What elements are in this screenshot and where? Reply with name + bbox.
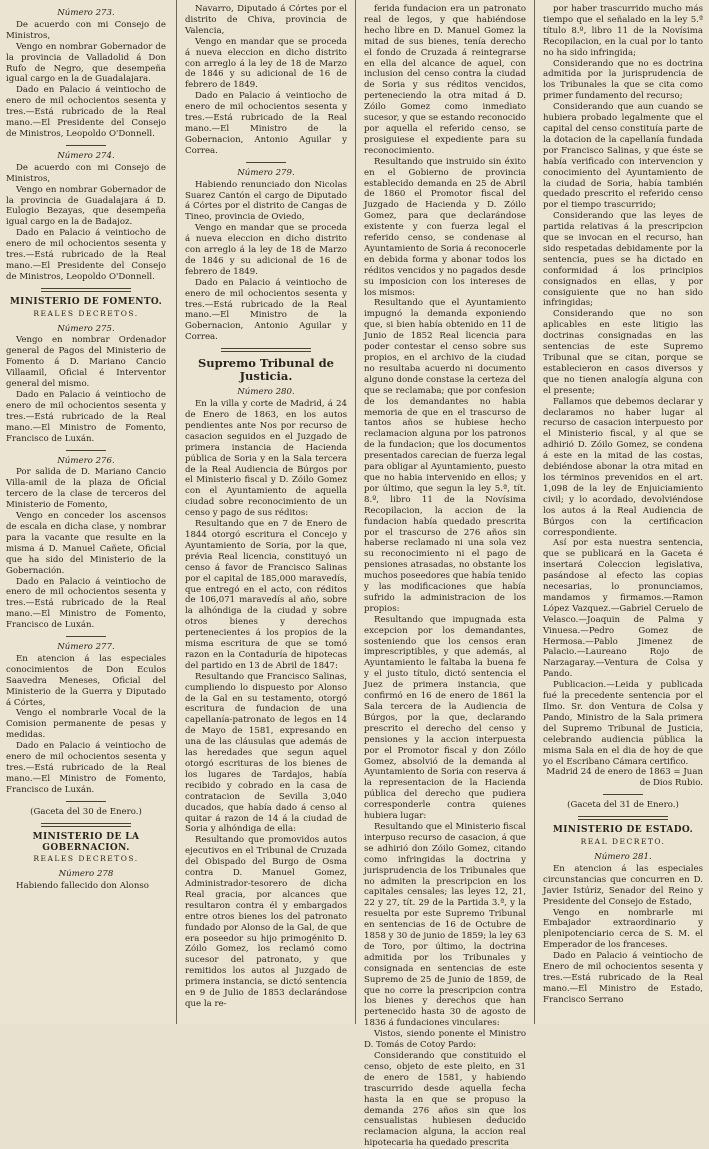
court-heading: Supremo Tribunal de Justicia. [197,356,335,384]
paragraph: Resultando que el Ministerio fiscal interpuso recurso de casacion, á que se adhirió don Zóilo Gomez, citando como infringidas la doctrina y jurisprudencia de los Tribunales que no admiten la prescripcion en los capitales censales; las leyes 12, 21, 22 y 27, tít. 29 de la Partida 3.ª, y la resuelta por este Supremo Tribunal en sentencias de 16 de Octubre de 1858 y 30 de junio de 1859; la ley 63 de Toro, por último, la doctrina admitida por los Tribunales y consignada en sentencias de este Supremo de 25 de Junio de 1859, de que no corre la prescripcion contra los bienes y derechos que han pertenecido hasta 30 de agosto de 1836 á fundaciones vinculares: [364,821,526,1029]
paragraph: Fallamos que debemos declarar y declaramos no haber lugar al recurso de casacion interpuesto por el Ministerio fiscal, y al que se adhirió D. Zóilo Gomez, se condena á este en la mitad de las costas, debiéndose abonar la otra mitad en los términos prevenidos en el art. 1,098 de la ley de Enjuiciamiento civil; y lo acordado, devolviéndose los autos á la Real Audiencia de Búrgos con la certificacion correspondiente. [543,396,703,538]
decree-number: Número 280. [237,387,295,398]
section-heading: MINISTERIO DE FOMENTO. [9,296,163,307]
column-rule [176,0,177,1024]
separator [66,450,106,451]
paragraph: Resultando que en 7 de Enero de 1844 otorgó escritura el Concejo y Ayuntamiento de Soria, por la que, prévia Real licencia, constituyó un censo á favor de Francisco Salinas por el capital de 185,000 maravedís, que entregó en el acto, con réditos de 106,071 maravedís al año, sobre la alhóndiga de la ciudad y sobre otros bienes y derechos pertenecientes á los propios de la misma escritura de que se tomó razon en la Contaduría de hipotecas del partido en 13 de Abril de 1847: [185,519,347,671]
decree-number: Número 277. [57,642,115,653]
paragraph: Dado en Palacio á veintiocho de Enero de mil ochocientos sesenta y tres.—Está rubricado de la Real mano.—El Ministro de Estado, Francisco Serrano [543,951,703,1005]
gazette-note: (Gaceta del 31 de Enero.) [567,800,679,811]
paragraph: Considerando que constituido el censo, objeto de este pleito, en 31 de enero de 1581, y habiendo trascurrido desde aquella fecha hasta la en que se propuso la demanda 276 años sin que los censualistas hubiesen deducido reclamacion alguna, la accion real hipotecaria ha quedado prescrita [364,1051,526,1149]
paragraph: por haber trascurrido mucho más tiempo que el señalado en la ley 5.ª título 8.º, libro 11 de la Novísima Recopilacion, en la cual por lo tanto no ha sido infringida; [543,4,703,58]
section-heading: MINISTERIO DE LA GOBERNACION. [32,831,140,853]
paragraph: Considerando que no es doctrina admitida por la jurisprudencia de los Tribunales la que se cita como primer fundamento del recurso; [543,58,703,102]
paragraph: Vistos, siendo ponente el Ministro D. Tomás de Cotoy Pardo: [364,1029,526,1051]
double-separator [41,288,131,292]
paragraph: Por salida de D. Mariano Cancio Villa-amil de la plaza de Oficial tercero de la clase de terceros del Ministerio de Fomento, [6,467,166,511]
paragraph: Habiendo fallecido don Alonso [16,881,149,892]
column-rule [355,0,356,1024]
column-4 [543,4,703,1020]
paragraph: Resultando que promovidos autos ejecutivos en el Tribunal de Cruzada del Obispado del Burgo de Osma contra D. Manuel Gomez, Administrador-tesorero de dicha Real gracia, por alcances que resultaron contra él y embargados entre otros bienes los del patronato fundado por Alonso de la Gal, de que era poseedor su hijo primogénito D. Zóilo Gomez, los reclamó como sucesor del patronato, y que remitidos los autos al Juzgado de primera instancia, se dictó sentencia en 9 de Julio de 1853 declarándose que la re- [185,835,347,1009]
paragraph: Dado en Palacio á veintiocho de enero de mil ochocientos sesenta y tres.—Está rubricado de la Real mano.—El Ministro de la Gobernacion, Antonio Aguilar y Correa. [185,91,347,156]
paragraph: Vengo en mandar que se proceda á nueva eleccion en dicho distrito con arreglo á la ley de 18 de Marzo de 1846 y su adicional de 16 de febrero de 1849. [185,36,347,91]
paragraph: Considerando que no son aplicables en este litigio las doctrinas consignadas en las sentencias de este Supremo Tribunal que se citan, porque se establecieron en casos diversos y que no tienen analogía alguna con el presente; [543,309,703,396]
separator [66,636,106,637]
paragraph: De acuerdo con mi Consejo de Ministros, [6,162,166,184]
decree-number: Número 278 [58,869,114,880]
paragraph: Resultando que el Ayuntamiento impugnó la demanda exponiendo que, si bien había obtenido en 11 de Junio de 1852 Real licencia para poder contestar el censo sobre sus propios, en el archivo de la ciudad no resultaba acuerdo ni documento alguno donde constase la certeza del que se reclamaba; que por confesion de los demandantes no habia memoria de que en el trascurso de tantos años se hubiese hecho reclamacion alguna por los patronos de la fundacion; que los documentos presentados carecian de fuerza legal para obligar al Ayuntamiento, puesto que no habia intervenido en ellos; y por último, que segun la ley 5.ª, tít. 8.º, libro 11 de la Novísima Recopilacion, la accion de la fundacion había quedado prescrita por el trascurso de 276 años sin haberse reclamado ni una sola vez su reconocimiento ni el pago de pensiones atrasadas, no obstante los muchos poseedores que había tenido y las modificaciones que había sufrido la administracion de los propios: [364,298,526,614]
paragraph: Resultando que Francisco Salinas, cumpliendo lo dispuesto por Alonso de la Gal en su testamento, otorgó escritura de fundacion de una capellanía-patronato de legos en 14 de Mayo de 1581, expresando en una de las cláusulas que además de las heredades que segun aquel otorgó escrituras de los bienes de los lugares de Tardajos, había recibido y cobrado en la casa de contratacion de Sevilla 3,040 ducados, que había dado á censo al quitar á razon de 14 á la ciudad de Soria y alhóndiga de ella: [185,671,347,835]
subsection-heading: REAL DECRETO. [580,837,666,847]
paragraph: En atencion á las especiales circunstancias que concurren en D. Javier Istúriz, Senador del Reino y Presidente del Consejo de Estado, [543,863,703,907]
double-separator [41,823,131,827]
gazette-note: (Gaceta del 30 de Enero.) [30,806,142,817]
paragraph: Considerando que aun cuando se hubiera probado legalmente que el capital del censo constituía parte de la dotacion de la capellanía fundada por Francisco Salinas, y que éste se había verificado con intervencion y conocimiento del Ayuntamiento de la ciudad de Soria, había también quedado prescrito el referido censo por el tiempo trascurrido; [543,102,703,211]
paragraph: Dado en Palacio á veintiocho de enero de mil ochocientos sesenta y tres.—Está rubricado de la Real mano.—El Ministro de Fomento, Francisco de Luxán. [6,741,166,795]
paragraph: Dado en Palacio á veintiocho de enero de mil ochocientos sesenta y tres.—Está rubricado de la Real mano.—El Presidente del Consejo de Ministros, Leopoldo O'Donnell. [6,228,166,282]
paragraph: Dado en Palacio á veintiocho de enero de mil ochocientos sesenta y tres.—Está rubricado de la Real mano.—El Presidente del Consejo de Ministros, Leopoldo O'Donnell. [6,85,166,139]
paragraph: Dado en Palacio á veintiocho de enero de mil ochocientos sesenta y tres.—Está rubricado de la Real mano.—El Ministro de Fomento, Francisco de Luxán. [6,390,166,444]
decree-number: Número 279. [237,167,295,178]
paragraph: Resultando que impugnada esta excepcion por los demandantes, sosteniendo que los censos eran imprescriptibles, y que además, al Ayuntamiento le faltaba la buena fe y el justo título, dictó sentencia el Juez de primera instancia, que confirmó en 16 de enero de 1861 la Sala tercera de la Audiencia de Búrgos, por la que, declarando prescrito el derecho del censo y pensiones y la accion interpuesta por el Promotor fiscal y don Zóilo Gomez, absolvió de la demanda al Ayuntamiento de Soria con reserva á la representacion de la Hacienda pública del derecho que pudiera corresponderle contra quienes hubiera lugar: [364,614,526,822]
column-rule [534,0,535,1024]
paragraph: Dado en Palacio á veintiocho de enero de mil ochocientos sesenta y tres.—Está rubricado de la Real mano.—El Ministro de Fomento, Francisco de Luxán. [6,576,166,631]
date-line: Madrid 24 de enero de 1863 = Juan de Dios Rubio. [546,767,703,789]
double-separator [578,816,668,820]
column-1 [6,4,166,1020]
paragraph: ferida fundacion era un patronato real de legos, y que habiéndose hecho libre en D. Manuel Gomez la mitad de sus bienes, tenía derecho el fondo de Cruzada á reintegrarse en ella del alcance de aquel, con inclusion del censo contra la ciudad de Soria y sus réditos vencidos, perteneciendo la otra mitad á D. Zóilo Gomez como inmediato sucesor, y que se estando reconocido por aquella el referido censo, se prosiguiese el expediente para su reconocimiento. [364,4,526,156]
paragraph: De acuerdo con mi Consejo de Ministros, [6,19,166,41]
separator [66,145,106,146]
decree-number: Número 281. [594,851,652,862]
paragraph: Habiendo renunciado don Nicolas Suarez Cantón el cargo de Diputado á Córtes por el distrito de Cangas de Tineo, provincia de Oviedo, [185,179,347,223]
column-2 [185,4,347,1020]
paragraph: Considerando que las leyes de partida relativas á la prescripcion que se invocan en el recurso, han sido respetadas debidamente por la sentencia, pues se ha dictado en conformidad á los principios consignados en ellas, y por consiguiente que no han sido infringidas; [543,211,703,309]
paragraph: Vengo el nombrarle Vocal de la Comision permanente de pesas y medidas. [6,708,166,741]
separator [246,162,286,163]
decree-number: Número 274. [57,150,115,161]
paragraph: Publicacion.—Leida y publicada fué la precedente sentencia por el Ilmo. Sr. don Ventura de Colsa y Pando, Ministro de la Sala primera del Supremo Tribunal de Justicia, celebrando audiencia pública la misma Sala en el dia de hoy de que yo el Escribano Cámara certifico. [543,680,703,767]
paragraph: Vengo en nombrar Ordenador general de Pagos del Ministerio de Fomento á D. Mariano Cancio Villaamil, Oficial é Interventor general del mismo. [6,335,166,390]
decree-number: Número 275. [57,323,115,334]
double-separator [221,348,311,352]
paragraph: Vengo en conceder los ascensos de escala en dicha clase, y nombrar para la vacante que resulte en la misma á D. Manuel Cañete, Oficial que ha sido del Ministerio de la Gobernación. [6,511,166,576]
paragraph: Así por esta nuestra sentencia, que se publicará en la Gaceta é insertará Coleccion legislativa, pasándose al efecto las copias necesarias, lo pronunciamos, mandamos y firmamos.—Ramon López Vazquez.—Gabriel Ceruelo de Velasco.—Joaquin de Palma y Vinuesa.—Pedro Gomez de Hermosa.—Pablo Jimenez de Palacio.—Laureano Rojo de Narzagaray.—Ventura de Colsa y Pando. [543,538,703,680]
paragraph: Vengo en mandar que se proceda á nueva eleccion en dicho distrito con arreglo á la ley de 18 de Marzo de 1846 y su adicional de 16 de febrero de 1849. [185,223,347,277]
paragraph: Vengo en nombrar Gobernador de la provincia de Guadalajara á D. Eulogio Bezayas, que desempeña igual cargo en la de Badajoz. [6,184,166,228]
decree-number: Número 276. [57,455,115,466]
column-3 [364,4,526,1149]
paragraph: En atencion á las especiales conocimientos de Don Eculos Saavedra Meneses, Oficial del Ministerio de la Guerra y Diputado á Córtes, [6,653,166,708]
separator [603,794,643,795]
paragraph: Resultando que instruido sin éxito en el Gobierno de provincia establecido demanda en 25 de Abril de 1860 el Promotor fiscal del Juzgado de Hacienda y D. Zóilo Gomez, para que declarándose existente y con fuerza legal el referido censo, se condenase al Ayuntamiento de Soria á reconocerle en debida forma y abonar todos los réditos vencidos y no pagados desde su imposicion con los intereses de los mismos: [364,156,526,298]
subsection-heading: REALES DECRETOS. [33,854,139,864]
paragraph: Dado en Palacio á veintiocho de enero de mil ochocientos sesenta y tres.—Está rubricado de la Real mano.—El Ministro de la Gobernacion, Antonio Aguilar y Correa. [185,277,347,343]
separator [66,801,106,802]
paragraph: En la villa y corte de Madrid, á 24 de Enero de 1863, en los autos pendientes ante Nos por recurso de casacion seguidos en el Juzgado de primera instancia de Hacienda pública de Soria y en la Sala tercera de la Real Audiencia de Búrgos por el Ministerio fiscal y D. Zóilo Gomez con el Ayuntamiento de aquella ciudad sobre reconocimiento de un censo y pago de sus réditos: [185,399,347,519]
decree-number: Número 273. [57,8,115,18]
paragraph: Navarro, Diputado á Córtes por el distrito de Chiva, provincia de Valencia, [185,4,347,36]
subsection-heading: REALES DECRETOS. [33,308,139,318]
section-heading: MINISTERIO DE ESTADO. [552,825,694,836]
paragraph: Vengo en nombrarle mi Embajador extraordinario y plenipotenciario cerca de S. M. el Emperador de los franceses. [543,907,703,951]
paragraph: Vengo en nombrar Gobernador de la provincia de Valladolid á Don Rufo de Negro, que desempeña igual cargo en la de Guadalajara. [6,41,166,85]
